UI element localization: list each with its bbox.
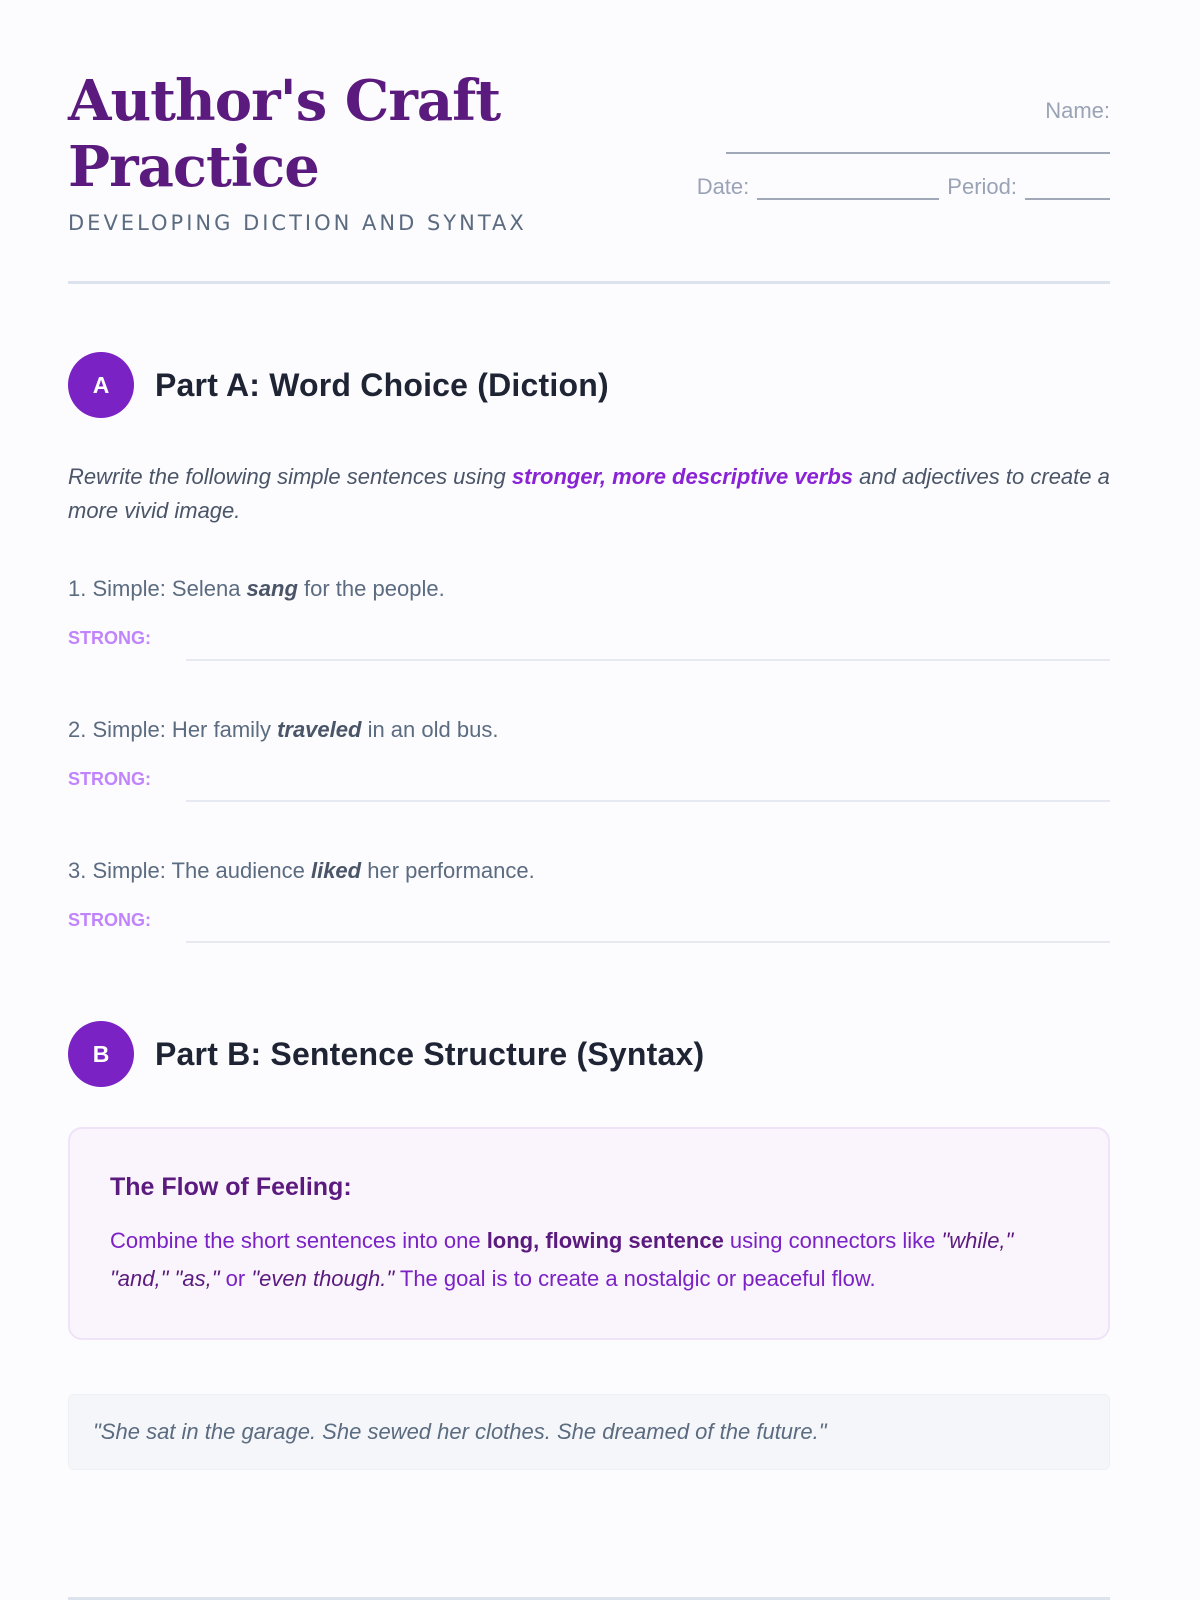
instruction-highlight: stronger, more descriptive verbs bbox=[511, 464, 854, 489]
callout-connector-last: "even though." bbox=[251, 1266, 395, 1291]
part-a-section bbox=[68, 352, 1110, 943]
date-label: Date: bbox=[696, 174, 750, 199]
strong-label: STRONG: bbox=[68, 628, 151, 648]
target-verb: sang bbox=[246, 576, 298, 601]
callout-connectors: "while," "and," "as," bbox=[110, 1228, 1014, 1291]
callout-text-part: The goal is to create a nostalgic or peaceful flow. bbox=[394, 1266, 876, 1291]
instruction-text: Rewrite the following simple sentences using bbox=[68, 464, 512, 489]
answer-row bbox=[68, 769, 1110, 802]
callout-text-part: using connectors like bbox=[723, 1228, 942, 1253]
simple-sentence bbox=[68, 717, 1110, 745]
sentence-text: her performance. bbox=[361, 858, 535, 883]
strong-label: STRONG: bbox=[68, 910, 151, 930]
name-field[interactable] bbox=[726, 152, 1110, 154]
callout-text bbox=[110, 1222, 1068, 1298]
worksheet-title: Author's Craft Practice bbox=[68, 68, 501, 200]
callout-bold: long, flowing sentence bbox=[486, 1228, 724, 1253]
sentence-text: in an old bus. bbox=[361, 717, 499, 742]
sentence-text: 2. Simple: Her family bbox=[68, 717, 278, 742]
callout-text-part: or bbox=[219, 1266, 252, 1291]
header-divider bbox=[68, 281, 1110, 284]
part-a-instruction bbox=[68, 460, 1110, 528]
worksheet-header bbox=[68, 0, 1110, 284]
part-b-badge: B bbox=[68, 1021, 134, 1087]
exercise-item-1 bbox=[68, 576, 1110, 661]
target-verb: liked bbox=[310, 858, 362, 883]
date-field[interactable] bbox=[757, 178, 939, 200]
part-b-header bbox=[68, 1021, 1110, 1087]
period-label: Period: bbox=[947, 174, 1017, 199]
simple-sentence bbox=[68, 858, 1110, 886]
exercise-item-2 bbox=[68, 717, 1110, 802]
name-label: Name: bbox=[1045, 98, 1110, 123]
callout-text-part: Combine the short sentences into one bbox=[110, 1228, 487, 1253]
answer-line[interactable] bbox=[186, 800, 1110, 802]
answer-line[interactable] bbox=[186, 941, 1110, 943]
worksheet-subtitle: DEVELOPING DICTION AND SYNTAX bbox=[68, 211, 527, 235]
date-period-row bbox=[680, 174, 1110, 200]
answer-row bbox=[68, 910, 1110, 943]
part-b-title: Part B: Sentence Structure (Syntax) bbox=[155, 1035, 705, 1072]
callout-title: The Flow of Feeling: bbox=[110, 1173, 352, 1201]
simple-sentence bbox=[68, 576, 1110, 604]
part-a-title: Part A: Word Choice (Diction) bbox=[155, 366, 609, 403]
part-b-section bbox=[68, 1021, 1110, 1470]
sentence-text: for the people. bbox=[297, 576, 445, 601]
instruction-text: and adjectives to create a more vivid image. bbox=[68, 464, 1110, 523]
sentence-text: 1. Simple: Selena bbox=[68, 576, 247, 601]
source-sentences: "She sat in the garage. She sewed her clothes. She dreamed of the future." bbox=[68, 1394, 1110, 1470]
student-info bbox=[680, 98, 1110, 200]
answer-line[interactable] bbox=[186, 659, 1110, 661]
target-verb: traveled bbox=[277, 717, 362, 742]
part-a-badge: A bbox=[68, 352, 134, 418]
sentence-text: 3. Simple: The audience bbox=[68, 858, 311, 883]
exercise-item-3 bbox=[68, 858, 1110, 943]
instruction-callout bbox=[68, 1127, 1110, 1340]
strong-label: STRONG: bbox=[68, 769, 151, 789]
part-a-header bbox=[68, 352, 1110, 418]
answer-row bbox=[68, 628, 1110, 661]
period-field[interactable] bbox=[1025, 178, 1110, 200]
